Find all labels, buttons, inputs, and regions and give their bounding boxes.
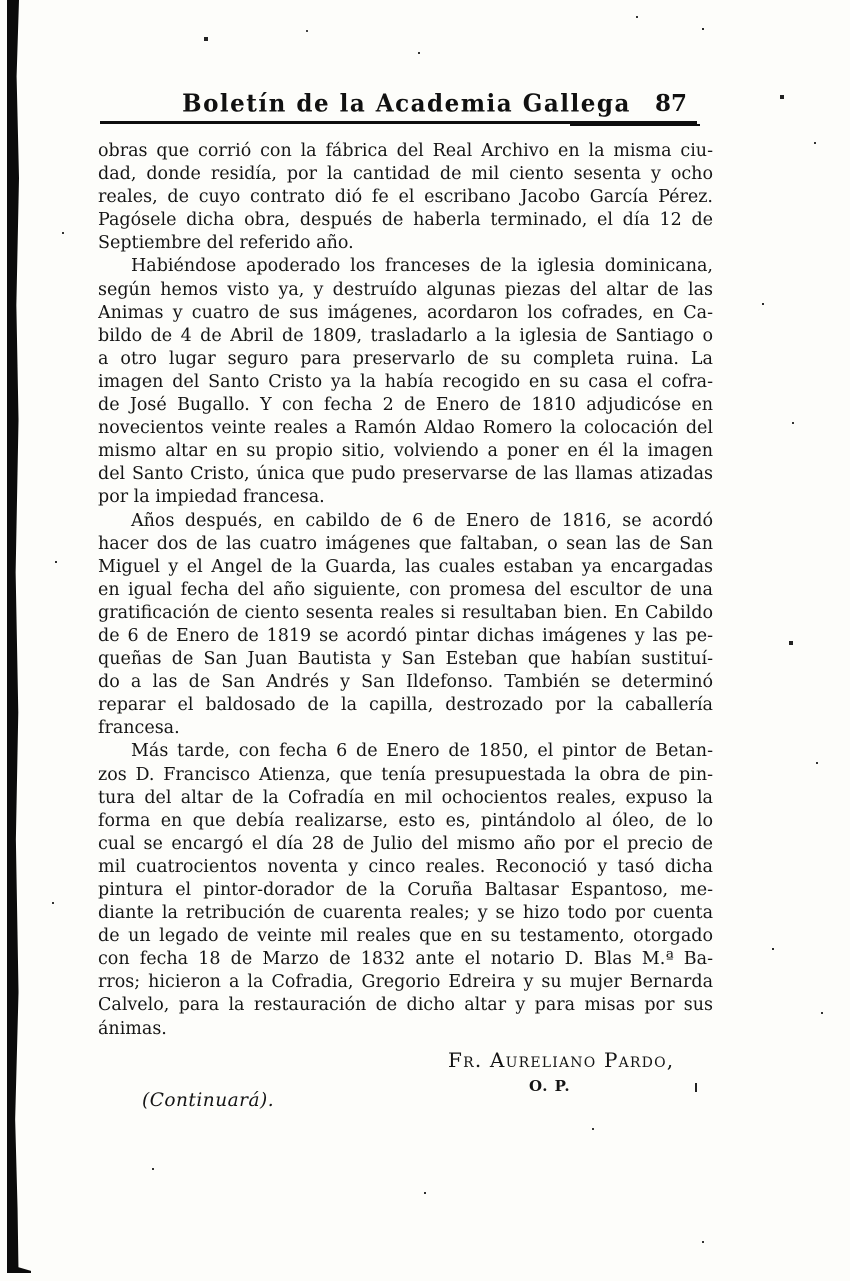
page-header bbox=[100, 90, 713, 117]
text-line: gratificación de ciento sesenta reales si resultaban bien. En Cabildo bbox=[98, 602, 713, 623]
text-line: Animas y cuatro de sus imágenes, acordaron los cofrades, en Ca- bbox=[98, 302, 713, 323]
text-line: mil cuatrocientos noventa y cinco reales. Reconoció y tasó dicha bbox=[98, 856, 713, 877]
text-line: con fecha 18 de Marzo de 1832 ante el notario D. Blas M.ª Ba- bbox=[98, 949, 713, 970]
text-line: tura del altar de la Cofradía en mil ochocientos reales, expuso la bbox=[98, 787, 713, 808]
text-line: reales, de cuyo contrato dió fe el escribano Jacobo García Pérez. bbox=[98, 187, 713, 208]
signature-author: Fr. Aureliano Pardo, bbox=[448, 1048, 675, 1072]
text-line: reparar el baldosado de la capilla, destrozado por la caballería bbox=[98, 695, 713, 716]
text-line: ánimas. bbox=[98, 1018, 167, 1039]
text-line: Septiembre del referido año. bbox=[98, 233, 354, 254]
book-binding-shadow bbox=[7, 0, 19, 1272]
text-line: zos D. Francisco Atienza, que tenía presupuestada la obra de pin- bbox=[98, 764, 713, 785]
text-line: imagen del Santo Cristo ya la había recogido en su casa el cofra- bbox=[98, 371, 713, 392]
text-line: rros; hicieron a la Cofradia, Gregorio Edreira y su mujer Bernarda bbox=[98, 972, 713, 993]
paragraph bbox=[98, 255, 713, 509]
text-line: Miguel y el Angel de la Guarda, las cuales estaban ya encargadas bbox=[98, 556, 713, 577]
text-line: francesa. bbox=[98, 718, 180, 739]
text-line: a otro lugar seguro para preservarlo de su completa ruina. La bbox=[98, 348, 713, 369]
journal-title: Boletín de la Academia Gallega bbox=[182, 89, 631, 118]
text-line: pintura el pintor-dorador de la Coruña Baltasar Espantoso, me- bbox=[98, 880, 713, 900]
signature-order: O. P. bbox=[529, 1077, 571, 1095]
text-line: queñas de San Juan Bautista y San Esteban que habían sustituí- bbox=[98, 649, 713, 670]
article-body bbox=[98, 140, 713, 1041]
book-binding-shadow-foot bbox=[7, 1266, 31, 1273]
header-rule bbox=[100, 121, 697, 124]
text-line: forma en que debía realizarse, esto es, pintándolo al óleo, de lo bbox=[98, 810, 713, 831]
text-line: obras que corrió con la fábrica del Real Archivo en la misma ciu- bbox=[98, 141, 713, 161]
scan-speckles bbox=[0, 0, 2, 2]
text-line: dad, donde residía, por la cantidad de mil ciento sesenta y ocho bbox=[98, 164, 713, 185]
text-line: según hemos visto ya, y destruído algunas piezas del altar de las bbox=[98, 279, 713, 300]
text-line: en igual fecha del año siguiente, con promesa del escultor de una bbox=[98, 579, 713, 600]
text-line: mismo altar en su propio sitio, volviendo a poner en él la imagen bbox=[98, 441, 713, 462]
page-number: 87 bbox=[655, 90, 688, 117]
paragraph bbox=[98, 140, 713, 255]
text-line: diante la retribución de cuarenta reales; y se hizo todo por cuenta bbox=[98, 903, 713, 924]
text-line: Calvelo, para la restauración de dicho altar y para misas por sus bbox=[98, 995, 713, 1016]
text-line: de 6 de Enero de 1819 se acordó pintar dichas imágenes y las pe- bbox=[98, 625, 713, 646]
scan-artifact-tick bbox=[695, 1083, 697, 1092]
text-line: Más tarde, con fecha 6 de Enero de 1850, el pintor de Betan- bbox=[131, 741, 713, 762]
text-line: del Santo Cristo, única que pudo preservarse de las llamas atizadas bbox=[98, 464, 713, 485]
text-line: cual se encargó el día 28 de Julio del mismo año por el precio de bbox=[98, 833, 713, 854]
text-line: novecientos veinte reales a Ramón Aldao Romero la colocación del bbox=[98, 418, 713, 439]
text-line: Habiéndose apoderado los franceses de la iglesia dominicana, bbox=[131, 256, 713, 277]
text-line: do a las de San Andrés y San Ildefonso. También se determinó bbox=[98, 672, 713, 693]
continuation-note: (Continuará). bbox=[142, 1090, 275, 1111]
text-line: de un legado de veinte mil reales que en su testamento, otorgado bbox=[98, 926, 713, 947]
text-line: Años después, en cabildo de 6 de Enero de 1816, se acordó bbox=[131, 510, 713, 531]
text-line: bildo de 4 de Abril de 1809, trasladarlo a la iglesia de Santiago o bbox=[98, 325, 713, 346]
paragraph bbox=[98, 740, 713, 1040]
paragraph bbox=[98, 510, 713, 741]
text-line: hacer dos de las cuatro imágenes que faltaban, o sean las de San bbox=[98, 533, 713, 554]
text-line: de José Bugallo. Y con fecha 2 de Enero de 1810 adjudicóse en bbox=[98, 395, 713, 416]
text-line: Pagósele dicha obra, después de haberla terminado, el día 12 de bbox=[98, 210, 713, 231]
text-line: por la impiedad francesa. bbox=[98, 487, 325, 508]
